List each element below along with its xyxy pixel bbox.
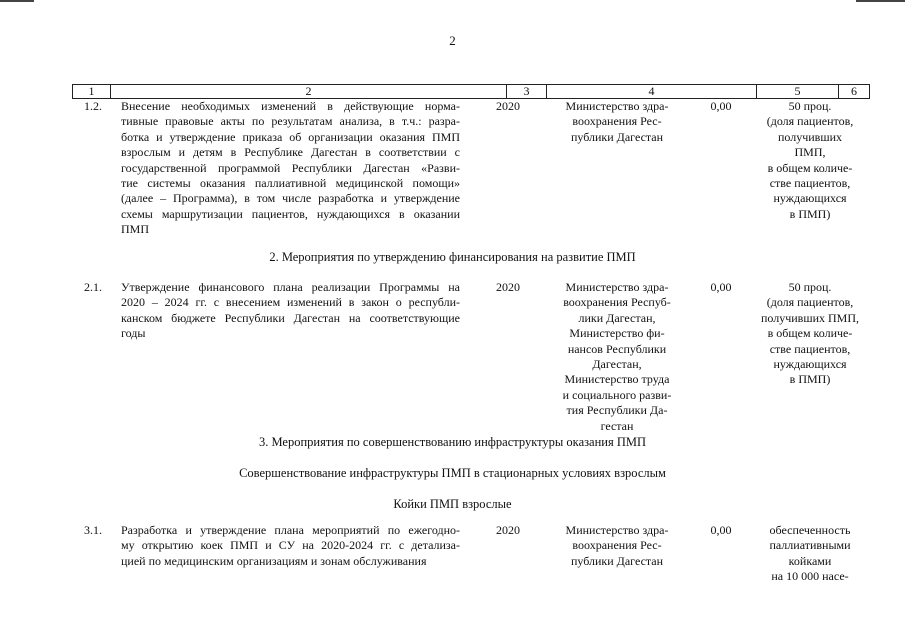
row-description (121, 280, 460, 342)
desc-line: му открытию коек ПМП и СУ на 2020-2024 гг. с детализа- (121, 538, 460, 553)
desc-line: взрослым и детям в Республике Дагестан в соответствии с (121, 145, 460, 160)
table-header (72, 84, 870, 99)
ind-line: в общем количе- (767, 160, 853, 175)
desc-line: Утверждение финансового плана реализации Программы на (121, 280, 460, 294)
row-description (121, 99, 460, 238)
row-responsible (552, 99, 682, 145)
top-rule-left (0, 0, 34, 2)
row-indicator (752, 99, 868, 222)
row-number: 2.1. (84, 280, 102, 294)
ind-line: в общем количе- (767, 326, 853, 341)
ind-line: койками (788, 553, 832, 568)
header-col-4: 4 (546, 85, 756, 98)
ind-line: 50 проц. (788, 280, 832, 294)
resp-line: воохранения Рес- (572, 538, 662, 553)
resp-line: Министерство здра- (565, 99, 669, 113)
ind-line: нуждающихся (773, 357, 847, 372)
ind-line: (доля пациентов, (766, 114, 854, 129)
ind-line: стве пациентов, (769, 176, 851, 191)
resp-line: гестан (600, 418, 634, 433)
desc-line: (далее – Программа), в том числе разработка и утверждение (121, 191, 460, 206)
subsection-heading-infrastructure: Совершенствование инфраструктуры ПМП в стационарных условиях взрослым (239, 466, 666, 480)
resp-line: Министерство труда (564, 372, 670, 387)
header-col-5: 5 (756, 85, 838, 98)
row-year: 2020 (496, 280, 520, 294)
resp-line: Министерство здра- (565, 523, 669, 537)
row-financing: 0,00 (710, 523, 732, 537)
resp-line: публики Дагестан (570, 129, 664, 144)
resp-line: Министерство здра- (565, 280, 669, 294)
section-heading-2: 2. Мероприятия по утверждению финансирования на развитие ПМП (269, 250, 636, 264)
resp-line: Министерство фи- (569, 326, 665, 341)
row-description (121, 523, 460, 569)
desc-line: годы (121, 326, 146, 341)
ind-line: получивших ПМП, (760, 310, 860, 325)
desc-line: государственной программой Республики Дагестан «Разви- (121, 160, 460, 175)
ind-line: стве пациентов, (769, 341, 851, 356)
ind-line: получивших (777, 129, 843, 144)
header-col-2: 2 (110, 85, 506, 98)
ind-line: в ПМП) (789, 206, 831, 221)
row-responsible (552, 280, 682, 434)
subsection-heading-beds: Койки ПМП взрослые (393, 497, 512, 511)
desc-line: Внесение необходимых изменений в действующие норма- (121, 99, 460, 113)
row-year: 2020 (496, 523, 520, 537)
desc-line: ботка и утверждение приказа об организации оказания ПМП (121, 129, 460, 144)
resp-line: воохранения Респуб- (563, 295, 671, 310)
row-indicator (752, 280, 868, 388)
section-heading-3: 3. Мероприятия по совершенствованию инфраструктуры оказания ПМП (258, 435, 647, 449)
header-col-6: 6 (838, 85, 869, 98)
top-rule-right (856, 0, 905, 2)
ind-line: ПМП, (794, 145, 826, 160)
resp-line: Дагестан, (592, 357, 642, 372)
row-number: 3.1. (84, 523, 102, 537)
desc-line: ПМП (121, 222, 150, 237)
resp-line: нансов Республики (567, 341, 667, 356)
ind-line: 50 проц. (788, 99, 832, 113)
desc-line: 2020 – 2024 гг. с внесением изменений в закон о республи- (121, 295, 460, 310)
header-col-3: 3 (506, 85, 546, 98)
row-number: 1.2. (84, 99, 102, 113)
resp-line: воохранения Рес- (572, 114, 662, 129)
resp-line: тия Республики Да- (566, 403, 668, 418)
desc-line: цией по медицинским организациям и зонам обслуживания (121, 553, 427, 568)
page-number: 2 (449, 33, 456, 48)
desc-line: Разработка и утверждение плана мероприятий по ежегодно- (121, 523, 460, 537)
row-financing: 0,00 (710, 99, 732, 113)
ind-line: на 10 000 насе- (771, 569, 849, 584)
row-indicator (752, 523, 868, 585)
resp-line: и социального разви- (562, 387, 672, 402)
row-financing: 0,00 (710, 280, 732, 294)
desc-line: канском бюджете Республики Дагестан на соответствующие (121, 310, 460, 325)
ind-line: в ПМП) (789, 372, 831, 387)
row-responsible (552, 523, 682, 569)
ind-line: паллиативными (769, 538, 851, 553)
desc-line: схемы маршрутизации пациентов, нуждающихся в оказании (121, 206, 460, 221)
row-year: 2020 (496, 99, 520, 113)
resp-line: публики Дагестан (570, 553, 664, 568)
ind-line: обеспеченность (769, 523, 851, 537)
desc-line: тивные правовые акты по результатам анализа, в т.ч.: разра- (121, 114, 460, 129)
ind-line: нуждающихся (773, 191, 847, 206)
desc-line: тие системы оказания паллиативной медицинской помощи» (121, 176, 460, 191)
resp-line: лики Дагестан, (578, 310, 656, 325)
header-col-1: 1 (72, 85, 110, 98)
ind-line: (доля пациентов, (766, 295, 854, 310)
